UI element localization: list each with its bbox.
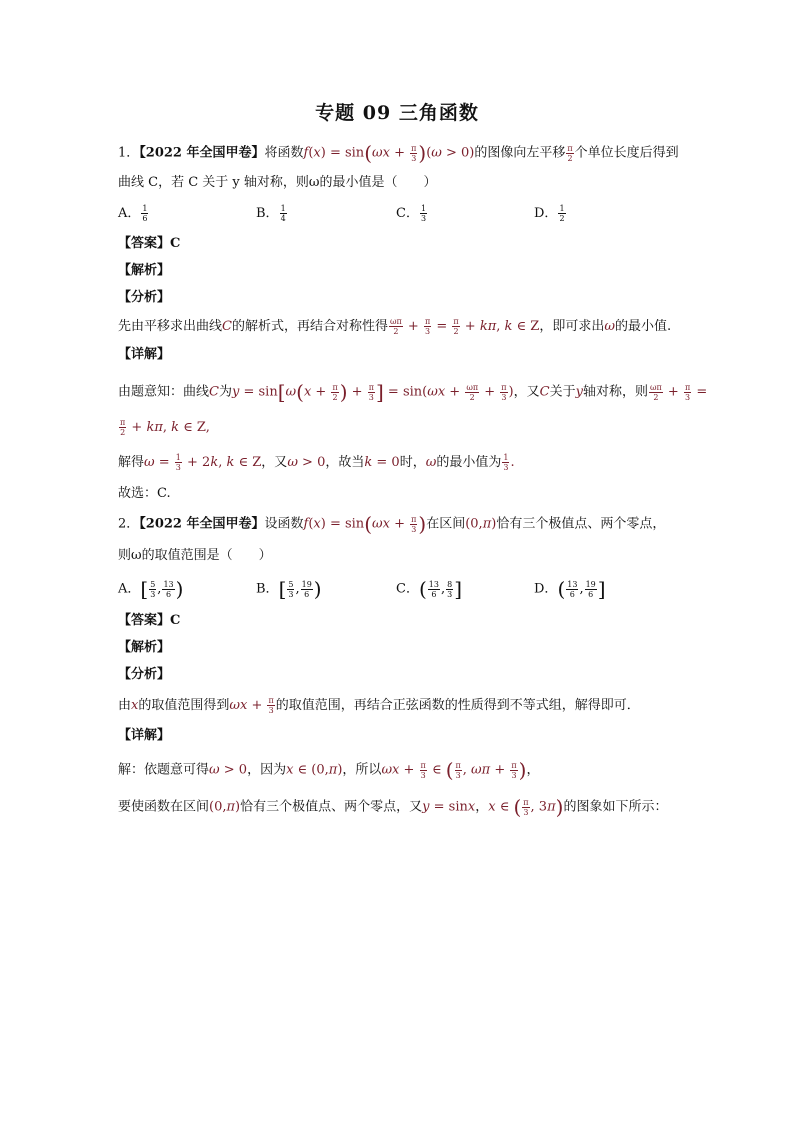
q1-choose: 故选：C. (118, 486, 171, 501)
q1-option-b[interactable]: B． $\frac{1}{4}$ (256, 204, 286, 223)
q1-detail-line1: 由题意知：曲线C为y = sin[ω(x + $\frac{\pi}{2}$ ) + $\frac{\pi}{3}$ ] = sin(ωx + $\frac{\omega\pi}{2}$ + $\frac{\pi}{3}$ )，又C关于y轴对称，则 $\frac{\omega\pi}{2}$ + $\frac{\pi}{3}$ = (118, 380, 708, 404)
q2-analysis-heading: 【解析】 (118, 640, 171, 655)
page-title: 专题 09 三角函数 (315, 102, 479, 124)
q1-detail-line2: $\frac{\pi}{2}$ + kπ, k ∈ Z, (120, 418, 210, 437)
q2-option-d[interactable]: D．( $\frac{13}{6}$ , $\frac{19}{6}$ ] (534, 577, 606, 601)
q1-option-d[interactable]: D． $\frac{1}{2}$ (534, 204, 565, 223)
q1-function: f (303, 145, 309, 161)
q2-fenxi-heading: 【分析】 (118, 667, 171, 682)
q1-answer: 【答案】C (118, 236, 181, 251)
q2-stem-line2: 则ω的取值范围是（ ） (118, 548, 272, 563)
q2-detail-heading: 【详解】 (118, 728, 171, 743)
q2-detail-line1: 解：依题意可得ω > 0，因为x ∈ (0,π)，所以ωx + $\frac{\pi}{3}$ ∈ ( $\frac{\pi}{3}$ , ωπ + $\frac{\pi}{3}$ )， (118, 758, 540, 782)
q1-solve-line: 解得ω = $\frac{1}{3}$ + 2k, k ∈ Z，又ω > 0，故当k = 0时，ω的最小值为 $\frac{1}{3}$ . (118, 453, 515, 472)
q2-number: 2． (118, 516, 140, 532)
q1-option-a[interactable]: A． $\frac{1}{6}$ (118, 204, 148, 223)
q2-last-line: 要使函数在区间(0,π)恰有三个极值点、两个零点，又y = sinx，x ∈ ( $\frac{\pi}{3}$ , 3π)的图象如下所示： (118, 795, 668, 819)
q1-stem-line1: 1．【2022 年全国甲卷】将函数f(x) = sin(ωx + $\frac{\pi}{3}$ )(ω > 0)的图像向左平移 $\frac{\pi}{2}$ 个单位长度后得到 (118, 141, 679, 165)
q2-answer: 【答案】C (118, 613, 181, 628)
q1-number: 1． (118, 145, 140, 161)
q1-fenxi-text: 先由平移求出曲线C的解析式，再结合对称性得 $\frac{\omega\pi}{2}$ + $\frac{\pi}{3}$ = $\frac{\pi}{2}$ + kπ, k ∈ Z，即可求出ω的最小值. (118, 317, 672, 336)
q2-option-a[interactable]: A．[ $\frac{5}{3}$ , $\frac{13}{6}$ ) (118, 577, 184, 601)
q1-detail-heading: 【详解】 (118, 347, 171, 362)
q1-option-c[interactable]: C． $\frac{1}{3}$ (396, 204, 427, 223)
q2-stem-line1: 2．【2022 年全国甲卷】设函数f(x) = sin(ωx + $\frac{\pi}{3}$ )在区间(0,π)恰有三个极值点、两个零点， (118, 512, 666, 536)
q2-source: 【2022 年全国甲卷】 (139, 516, 265, 532)
q1-stem-line2: 曲线 C，若 C 关于 y 轴对称，则ω的最小值是（ ） (118, 175, 437, 190)
q1-analysis-heading: 【解析】 (118, 263, 171, 278)
q2-option-c[interactable]: C．( $\frac{13}{6}$ , $\frac{8}{3}$ ] (396, 577, 462, 601)
q1-source: 【2022 年全国甲卷】 (139, 145, 265, 161)
q2-option-b[interactable]: B．[ $\frac{5}{3}$ , $\frac{19}{6}$ ) (256, 577, 322, 601)
q2-fenxi-text: 由x的取值范围得到ωx + $\frac{\pi}{3}$ 的取值范围，再结合正弦函数的性质得到不等式组，解得即可． (118, 696, 640, 715)
q1-fenxi-heading: 【分析】 (118, 290, 171, 305)
